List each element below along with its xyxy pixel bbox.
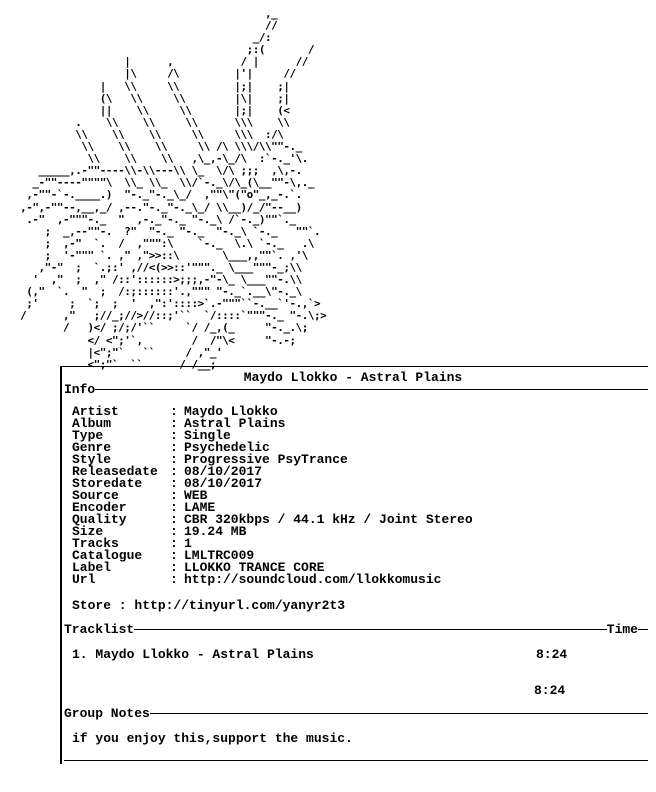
info-label: Url — [72, 572, 96, 587]
info-separator: : — [170, 440, 178, 455]
info-value: 19.24 MB — [184, 524, 247, 539]
info-section-label: Info — [64, 381, 96, 397]
info-separator: : — [170, 476, 178, 491]
info-label: Source — [72, 488, 119, 503]
total-time: 8:24 — [534, 683, 566, 698]
group-notes-text: if you enjoy this,support the music. — [72, 731, 353, 746]
bottom-border — [64, 760, 648, 761]
info-row — [72, 514, 473, 526]
track-name: 1. Maydo Llokko - Astral Plains — [72, 647, 314, 662]
info-row — [72, 478, 473, 490]
track-time: 8:24 — [536, 647, 568, 662]
info-value: LMLTRC009 — [184, 548, 255, 563]
info-label: Storedate — [72, 476, 143, 491]
time-column-label: Time — [606, 621, 638, 637]
store-link[interactable]: Store : http://tinyurl.com/yanyr2t3 — [72, 598, 346, 613]
time-section-rule — [638, 629, 648, 630]
info-value: Maydo Llokko — [184, 404, 278, 419]
info-separator: : — [170, 500, 178, 515]
info-label: Artist — [72, 404, 119, 419]
tracklist-section-rule — [134, 629, 607, 630]
info-separator: : — [170, 416, 178, 431]
info-label: Size — [72, 524, 104, 539]
info-separator: : — [170, 560, 178, 575]
track-row — [72, 647, 648, 662]
info-label: Tracks — [72, 536, 119, 551]
info-value: WEB — [184, 488, 208, 503]
group-notes-section-header — [64, 706, 648, 720]
info-value: 08/10/2017 — [184, 476, 263, 491]
info-value: Single — [184, 428, 231, 443]
info-section-rule — [95, 389, 648, 390]
info-value: Progressive PsyTrance — [184, 452, 348, 467]
info-value: 1 — [184, 536, 192, 551]
top-border — [62, 366, 648, 367]
info-value: LAME — [184, 500, 216, 515]
tracklist-section-label: Tracklist — [64, 621, 135, 637]
info-separator: : — [170, 404, 178, 419]
info-row — [72, 574, 473, 586]
info-separator: : — [170, 428, 178, 443]
info-value[interactable]: http://soundcloud.com/llokkomusic — [184, 572, 442, 587]
info-label: Label — [72, 560, 112, 575]
info-separator: : — [170, 536, 178, 551]
info-separator: : — [170, 488, 178, 503]
info-label: Type — [72, 428, 104, 443]
info-separator: : — [170, 512, 178, 527]
info-section-header — [64, 382, 648, 396]
info-row — [72, 418, 473, 430]
info-separator: : — [170, 548, 178, 563]
info-separator: : — [170, 524, 178, 539]
info-label: Quality — [72, 512, 127, 527]
info-row — [72, 526, 473, 538]
info-row — [72, 490, 473, 502]
release-title: Maydo Llokko - Astral Plains — [243, 370, 463, 385]
info-value: CBR 320kbps / 44.1 kHz / Joint Stereo — [184, 512, 473, 527]
tracklist-section-header — [64, 622, 648, 636]
info-value: 08/10/2017 — [184, 464, 263, 479]
info-separator: : — [170, 572, 178, 587]
info-label: Album — [72, 416, 112, 431]
info-value: LLOKKO TRANCE CORE — [184, 560, 325, 575]
info-value: Psychedelic — [184, 440, 270, 455]
info-label: Genre — [72, 440, 112, 455]
info-value: Astral Plains — [184, 416, 286, 431]
ascii-art-logo: ,_ // _/: ;:( / | , / | // |\ /\ |'| // | \\ \\ |;| ;| (\ \\ \\ |\| ;| || \\ \\ |;| (< . \\ \\ \\ \\\ \\ \\ \\ \\ \\ \\\ :/\ \\ \\ \\ \\ /\ \\\/\\""-._ \\ \\ \\ ,\_,-\_/\ :`-._'\. _____,.-""----\\-\\---\\ \_ \/\ ;;; ,\,-. _-""----""""\ \\_ \\_ \\/`-._\/\_(\__""-\,._ ,-""-`-.____.) "-._"-._\_/ ,""\"("o"_,_-.`. ,-",-""--,__,_/ ,--."-._"-._\_/ \\__)/_/"--__) .-" ,-"""-._ " ,-._"-._ "-._\ /`-._)""`._ ; _,--""-. ?" "-._ "-._ "-._\ `-._ ""`. ; ,-" `. / ,""":\ `-._ \.\ `-._ .\ ; '-""" `. ," ,">>::\ \___,,""`. ,'\ ,"-" ; `.;:' ,//<(>>::'"""._ \___"""-_;\\ ' ," ; ," /::'::::::>;;;,-"-\_ \___""-.\\ (," `. " ; /:;::::::'.,""" "-._`.__\"-._\ ;' ; `; ; ' ,":'::::>`.-"""``-.__`'-.,`> / ," ;//_;//>//::;'`` `/::::`"""-._ "-.\;> / )</ ;/;/'`` `/ /_,(_ "-._.\; </ <";'`, / /"\< "-.-; |<";"` `` / ,"_' <";"` `` / /__; — [20, 7, 327, 371]
group-notes-section-label: Group Notes — [64, 705, 150, 721]
info-row — [72, 430, 473, 442]
info-separator: : — [170, 464, 178, 479]
info-label: Catalogue — [72, 548, 143, 563]
left-border — [60, 366, 62, 764]
info-label: Releasedate — [72, 464, 158, 479]
info-fields — [72, 406, 473, 586]
info-label: Style — [72, 452, 112, 467]
info-separator: : — [170, 452, 178, 467]
group-notes-section-rule — [150, 713, 648, 714]
info-label: Encoder — [72, 500, 127, 515]
